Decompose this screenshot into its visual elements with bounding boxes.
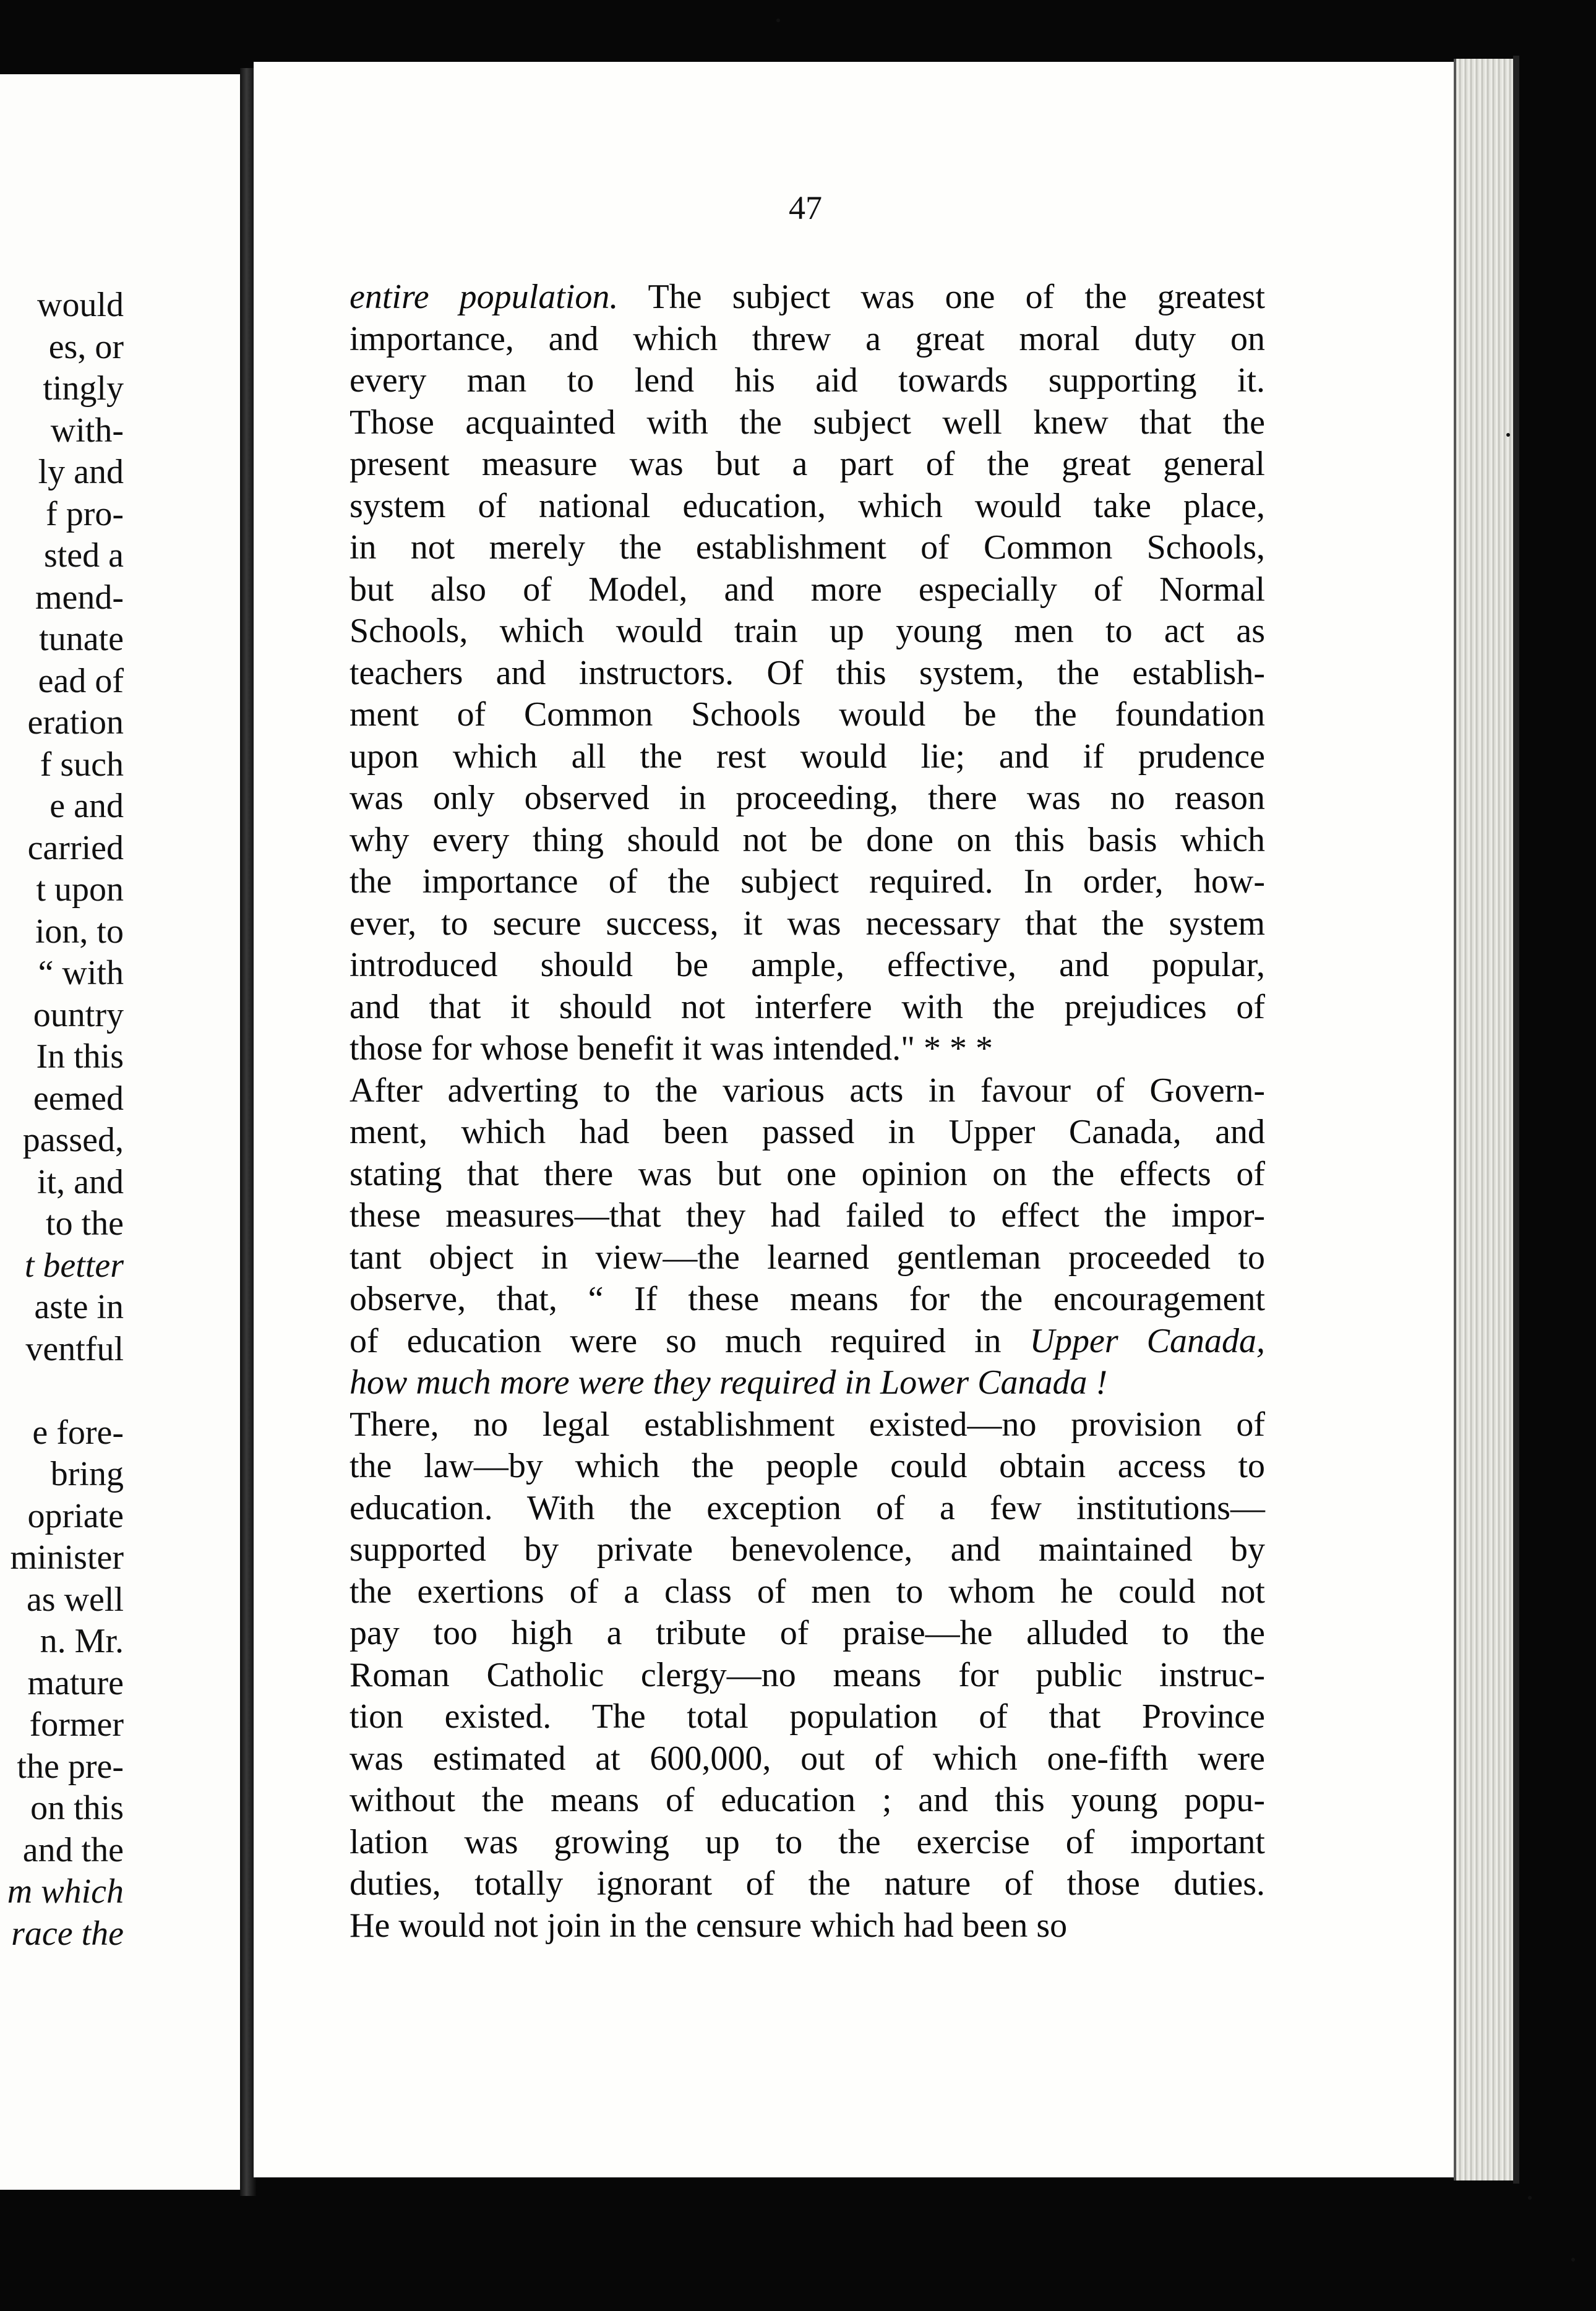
page-block-edge — [1454, 59, 1516, 2180]
left-page-line: eemed — [33, 1079, 124, 1118]
body-line-text: education. With the exception of a few institutions— — [350, 1488, 1265, 1527]
body-line — [350, 945, 1265, 987]
body-line — [350, 861, 1265, 903]
body-line — [350, 1863, 1265, 1905]
body-line-text: introduced should be ample, effective, and popular, — [350, 946, 1265, 984]
left-page-line: and the — [22, 1830, 124, 1869]
body-line-text: ment, which had been passed in Upper Canada, and — [350, 1113, 1265, 1151]
body-line-text: but also of Model, and more especially of Normal — [350, 570, 1265, 609]
body-line — [350, 820, 1265, 862]
body-line — [350, 653, 1265, 695]
body-line — [350, 1404, 1265, 1446]
body-line — [350, 987, 1265, 1029]
body-line-text: The subject was one of the greatest — [618, 278, 1265, 316]
body-line — [350, 1655, 1265, 1697]
body-line-text: was only observed in proceeding, there was no reason — [350, 779, 1265, 817]
body-line-text: those for whose benefit it was intended." * * * — [350, 1029, 993, 1068]
body-line — [350, 1571, 1265, 1613]
left-page-line: “ with — [38, 954, 124, 992]
body-line-text: tion existed. The total population of that Province — [350, 1697, 1265, 1736]
body-line — [350, 903, 1265, 945]
left-page-line: ead of — [38, 661, 124, 700]
body-line — [350, 1822, 1265, 1864]
body-line — [350, 1446, 1265, 1488]
body-line — [350, 736, 1265, 778]
left-page-line: to the — [46, 1204, 124, 1243]
body-line-text: Schools, which would train up young men to act as — [350, 612, 1265, 650]
body-line-text: observe, that, “ If these means for the encouragement — [350, 1280, 1265, 1318]
body-line — [350, 1279, 1265, 1321]
body-line-text: After adverting to the various acts in favour of Govern- — [350, 1071, 1265, 1110]
body-line-text: why every thing should not be done on this basis which — [350, 820, 1265, 859]
left-page-line: ion, to — [35, 912, 124, 951]
body-line-text: duties, totally ignorant of the nature of those duties. — [350, 1864, 1265, 1903]
left-page-line: t upon — [36, 870, 124, 909]
body-line-text: Those acquainted with the subject well knew that the — [350, 403, 1265, 442]
body-line — [350, 277, 1265, 319]
body-line — [350, 1028, 1265, 1070]
left-page-line: former — [29, 1705, 124, 1744]
body-line-text: importance, and which threw a great moral duty on — [350, 319, 1265, 358]
body-text — [350, 277, 1265, 1947]
left-page-line: e fore- — [32, 1413, 124, 1452]
body-line — [350, 486, 1265, 528]
left-page-line: passed, — [22, 1121, 124, 1159]
page-edge-shadow — [1513, 56, 1519, 2184]
body-line-text: the law—by which the people could obtain access to — [350, 1447, 1265, 1485]
left-page-line: would — [37, 286, 124, 324]
body-line — [350, 611, 1265, 653]
body-line-text: lation was growing up to the exercise of important — [350, 1822, 1265, 1861]
body-line — [350, 1738, 1265, 1780]
body-line-text: teachers and instructors. Of this system, the establish- — [350, 653, 1265, 692]
body-line-text: every man to lend his aid towards supporting it. — [350, 361, 1265, 400]
body-line — [350, 778, 1265, 820]
left-page-line: on this — [30, 1789, 124, 1827]
body-line-text: stating that there was but one opinion on the effects of — [350, 1154, 1265, 1193]
body-line — [350, 1780, 1265, 1822]
left-page-line: In this — [36, 1037, 124, 1076]
left-page-text — [0, 285, 124, 1955]
body-line-text: upon which all the rest would lie; and if prudence — [350, 737, 1265, 776]
left-page-line: the pre- — [17, 1747, 124, 1786]
left-page-line: n. Mr. — [40, 1622, 124, 1660]
left-page-line: opriate — [27, 1496, 124, 1535]
body-line — [350, 1237, 1265, 1279]
left-page-line: ventful — [25, 1329, 124, 1368]
left-page-line: aste in — [34, 1288, 124, 1326]
body-line-text: system of national education, which would take place, — [350, 486, 1265, 525]
body-line — [350, 1905, 1265, 1947]
body-line-text: He would not join in the censure which had been so — [350, 1906, 1068, 1945]
body-line — [350, 1613, 1265, 1655]
left-page-line: ountry — [33, 995, 124, 1034]
left-page-line: tunate — [39, 620, 124, 658]
left-page-line — [0, 1370, 124, 1412]
left-page-line: es, or — [48, 327, 124, 366]
body-line-text: tant object in view—the learned gentleman proceeded to — [350, 1238, 1265, 1277]
body-line — [350, 1488, 1265, 1530]
body-line-text: Roman Catholic clergy—no means for public instruc- — [350, 1655, 1265, 1694]
left-page-line: race the — [11, 1914, 124, 1953]
left-page-line: f pro- — [46, 494, 124, 533]
left-page-line: it, and — [37, 1162, 124, 1201]
body-line — [350, 360, 1265, 402]
left-page-line: mature — [27, 1663, 124, 1702]
body-line — [350, 1362, 1265, 1404]
body-line-text: ever, to secure success, it was necessary that the system — [350, 904, 1265, 943]
body-line-text: without the means of education ; and this young popu- — [350, 1781, 1265, 1819]
body-line — [350, 1696, 1265, 1738]
left-page-line: bring — [50, 1455, 124, 1493]
body-line — [350, 444, 1265, 486]
body-line — [350, 527, 1265, 569]
body-line-text: these measures—that they had failed to effect the impor- — [350, 1196, 1265, 1235]
body-line — [350, 1321, 1265, 1363]
italic-text: how much more were they required in Lower Canada ! — [350, 1363, 1108, 1402]
body-line-text: and that it should not interfere with the prejudices of — [350, 987, 1265, 1026]
left-page-line: t better — [24, 1246, 124, 1285]
left-page-line: mend- — [35, 578, 124, 617]
body-line — [350, 1112, 1265, 1154]
left-page-line: sted a — [43, 536, 124, 575]
body-line — [350, 694, 1265, 736]
body-line-text: pay too high a tribute of praise—he alluded to the — [350, 1614, 1265, 1652]
body-line-text: the exertions of a class of men to whom he could not — [350, 1572, 1265, 1611]
body-line-text: in not merely the establishment of Common Schools, — [350, 528, 1265, 567]
body-line-text: ment of Common Schools would be the foundation — [350, 695, 1265, 734]
body-line — [350, 402, 1265, 444]
body-line — [350, 1154, 1265, 1196]
body-line-text: supported by private benevolence, and maintained by — [350, 1530, 1265, 1569]
left-page-line: m which — [7, 1872, 124, 1911]
left-page-line: tingly — [43, 369, 124, 408]
body-line — [350, 1195, 1265, 1237]
body-line-text: present measure was but a part of the great general — [350, 445, 1265, 483]
page-number: 47 — [789, 189, 822, 226]
left-page-line: as well — [26, 1580, 124, 1619]
left-page-line: eration — [27, 703, 124, 742]
left-page — [0, 74, 252, 2190]
left-page-line: carried — [27, 828, 124, 867]
left-page-line: ly and — [38, 453, 124, 491]
body-line-text: of education were so much required in — [350, 1321, 1030, 1360]
body-line — [350, 569, 1265, 611]
body-line-text: the importance of the subject required. In order, how- — [350, 862, 1265, 901]
body-line — [350, 1070, 1265, 1112]
left-page-line: f such — [40, 745, 124, 784]
italic-text: entire population. — [350, 278, 619, 316]
left-page-line: e and — [49, 787, 124, 825]
body-line — [350, 319, 1265, 361]
body-line-text: was estimated at 600,000, out of which one-fifth were — [350, 1739, 1265, 1778]
body-line — [350, 1529, 1265, 1571]
italic-text: Upper Canada, — [1029, 1321, 1265, 1360]
left-page-line: with- — [50, 411, 124, 450]
body-line-text: There, no legal establishment existed—no provision of — [350, 1405, 1265, 1444]
left-page-line: minister — [10, 1538, 124, 1577]
